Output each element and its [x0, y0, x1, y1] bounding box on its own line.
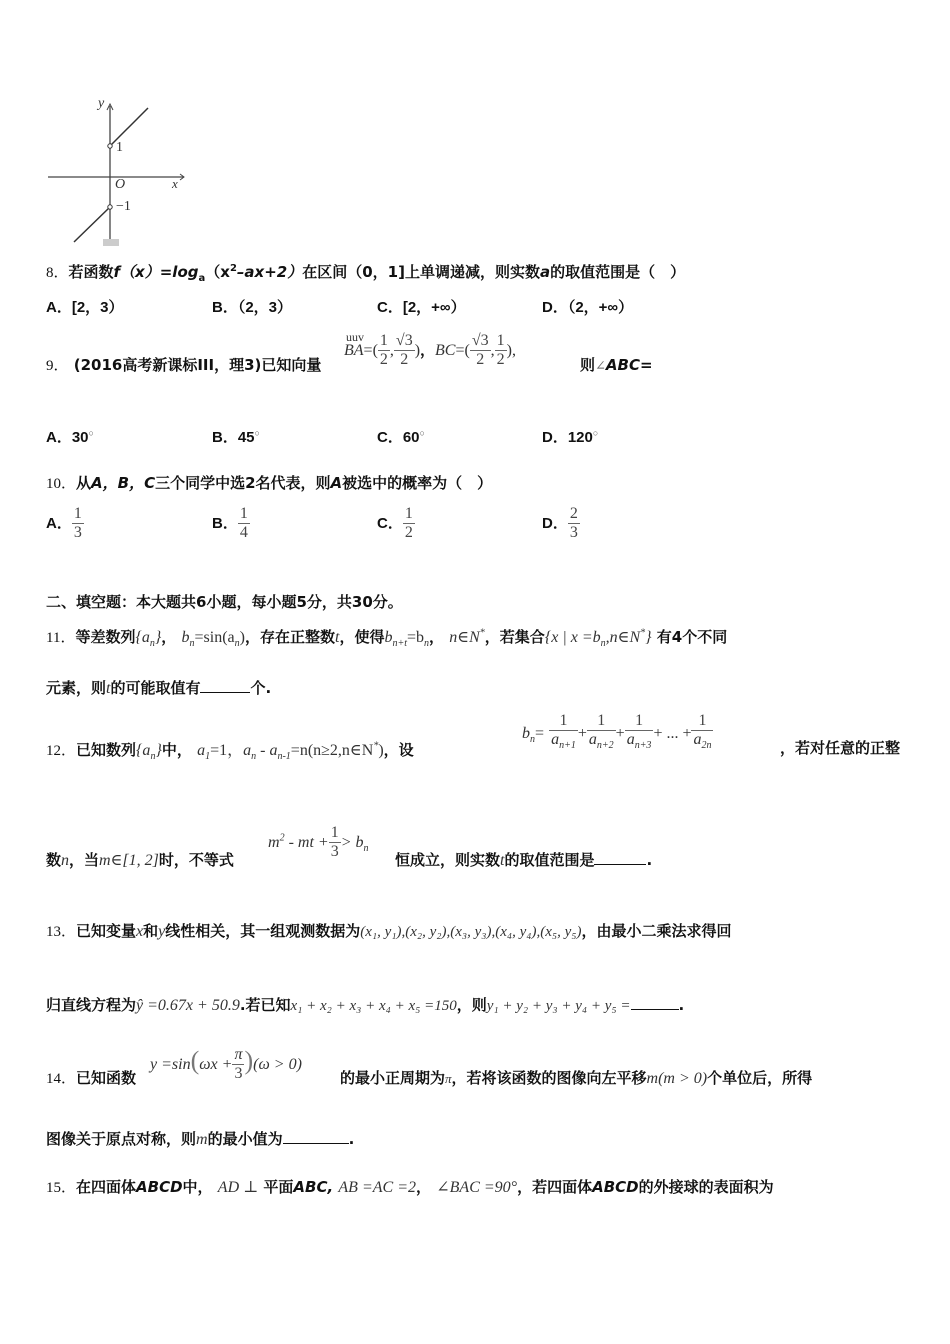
question-11-line2: 元素，则t的可能取值有 个.: [46, 679, 272, 697]
question-12-line2-a: 数n，当m∈[1, 2]时，不等式: [46, 851, 234, 869]
question-14-line2: 图像关于原点对称，则m的最小值为 .: [46, 1130, 355, 1148]
q9-option-d: D．120○: [542, 428, 599, 446]
q8-option-a: A．[2，3）: [46, 299, 124, 316]
question-15: 15．在四面体ABCD中， AD ⊥ 平面ABC, AB =AC =2， ∠BAC =90°，若四面体ABCD的外接球的表面积为: [46, 1178, 774, 1196]
q10-option-b: B． $\frac{1}{4}$: [212, 505, 248, 541]
graph-tick-neg: −1: [116, 199, 131, 214]
vector-ba: BA=( $\frac{1}{2}$ , $\frac{√3}{2}$ )，BC=( $\frac{√3}{2}$ , $\frac{1}{2}$ ),: [344, 332, 516, 368]
graph-origin-label: O: [115, 177, 126, 192]
vector-arrow: uuv: [346, 330, 364, 344]
q12-tail: ，若对任意的正整: [780, 739, 901, 757]
graph-tick-pos: 1: [116, 140, 123, 155]
q10-option-d: D． $\frac{2}{3}$: [542, 505, 578, 541]
q12-bn-formula: $b_n=$ $\frac{1}{a_{n+1}}$ + $\frac{1}{a_{n+2}}$ + $\frac{1}{a_{n+3}}$ + ... + $\frac{1}{a_{2n}}$: [522, 712, 712, 752]
question-9: 9． (2016高考新课标III，理3)已知向量: [46, 356, 322, 374]
q8-option-c: C．[2，+∞）: [377, 299, 466, 316]
graph-y-label: y: [98, 96, 105, 111]
question-13-line2: 归直线方程为ŷ =0.67x + 50.9.若已知x₁ + x₂ + x₃ + x₄ + x₅ =150，则y₁ + y₂ + y₃ + y₄ + y₅ = .: [46, 996, 685, 1014]
question-11: 11．等差数列$\{a_n\}$， $b_n=\sin(a_n)$，存在正整数t，使得$b_{n+t}=b_n$， n∈N*，若集合{x | $x =b_n,n\in N^*$} 有4个不同: [46, 627, 728, 650]
q9-angle-text: 则∠ABC=: [580, 356, 653, 374]
function-graph: [44, 96, 194, 248]
q10-option-c: C． $\frac{1}{2}$: [377, 505, 413, 541]
question-12: 12．已知数列$\{a_n\}$中， $a_1=1$，$a_n$ - $a_{n-1}=n(n\ge 2,n\in N^*)$，设: [46, 740, 414, 763]
q9-option-b: B．45○: [212, 428, 260, 446]
q9-option-a: A．30○: [46, 428, 94, 446]
q8-option-b: B．（2，3）: [212, 299, 293, 316]
section-2-heading: 二、填空题：本大题共6小题，每小题5分，共30分。: [46, 593, 403, 611]
question-14: 14．已知函数: [46, 1069, 137, 1087]
question-14-rest: 的最小正周期为π，若将该函数的图像向左平移m(m > 0)个单位后，所得: [340, 1069, 813, 1087]
q10-option-a: A． $\frac{1}{3}$: [46, 505, 82, 541]
graph-x-label: x: [172, 176, 178, 191]
q8-option-d: D．（2，+∞）: [542, 299, 634, 316]
q9-option-c: C．60○: [377, 428, 425, 446]
question-10: 10．从A，B，C三个同学中选2名代表，则A被选中的概率为（ ）: [46, 474, 493, 492]
q14-function: y =sin(ωx + $\frac{\pi}{3}$ )(ω > 0): [150, 1046, 302, 1082]
question-13: 13．已知变量x和y线性相关，其一组观测数据为(x₁, y₁),(x₂, y₂),(x₃, y₃),(x₄, y₄),(x₅, y₅)，由最小二乘法求得回: [46, 922, 732, 940]
q12-inequality: $m^2$ - mt + $\frac{1}{3}$ > $b_n$: [268, 824, 369, 860]
question-8: 8．若函数$f(x)=\log_a(x^2-ax+2)$在区间（0，1]上单调递减，则实数a的取值范围是（ ）: [46, 263, 686, 284]
question-12-line2-b: 恒成立，则实数t的取值范围是 .: [395, 851, 653, 869]
